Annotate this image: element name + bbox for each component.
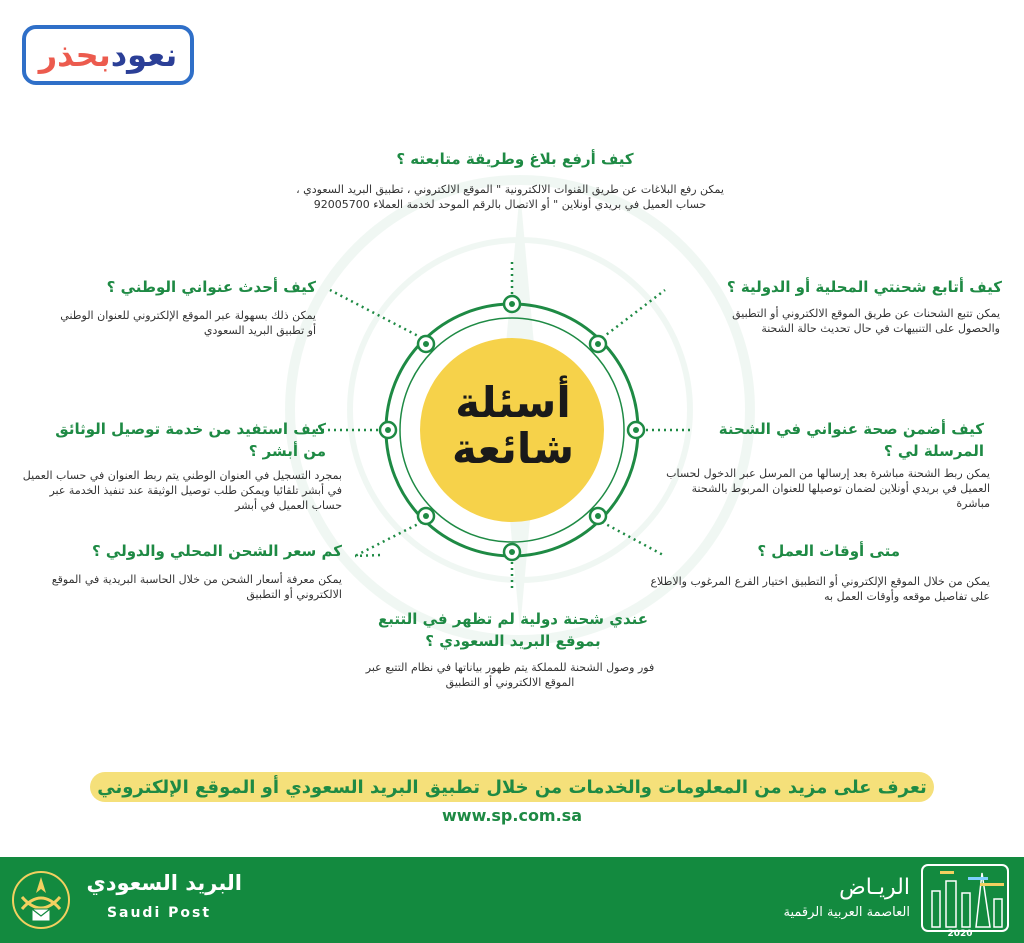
footer-bar [0,857,1024,943]
faq-answer-track-shipment: يمكن تتبع الشحنات عن طريق الموقع الالكتروني أو التطبيق والحصول على التنبيهات في حال تحديث حالة الشحنة [732,307,1000,335]
info-banner [90,772,934,802]
faq-answer-report: يمكن رفع البلاغات عن طريق القنوات الالكترونية " الموقع الالكتروني ، تطبيق البريد السعودي ، حساب العميل في بريدي أونلاين " أو الاتصال بالرقم الموحد لخدمة العملاء 92005700 [296,183,724,211]
faq-question-shipping-price: كم سعر الشحن المحلي والدولي ؟ [91,542,342,560]
faq-question-address-accuracy: كيف أضمن صحة عنواني في الشحنة المرسلة لي ؟ [718,420,984,460]
faq-answer-absher-delivery: بمجرد التسجيل في العنوان الوطني يتم ربط العنوان في حساب العميل في أبشر تلقائيا ويمكن طلب توصيل الوثيقة عند تنفيذ الخدمة عبر حساب العميل في أبشر [22,469,342,512]
faq-question-update-address: كيف أحدث عنواني الوطني ؟ [106,278,316,296]
node-top [504,296,520,312]
faq-answer-shipping-price: يمكن معرفة أسعار الشحن من خلال الحاسبة البريدية في الموقع الالكتروني أو التطبيق [51,573,342,601]
faq-answer-working-hours: يمكن من خلال الموقع الإلكتروني أو التطبيق اختيار الفرع المرغوب والاطلاع على تفاصيل موقعه وأوقات العمل به [650,575,990,603]
website-link[interactable]: www.sp.com.sa [442,806,582,825]
faq-answer-address-accuracy: يمكن ربط الشحنة مباشرة بعد إرسالها من المرسل عبر الدخول لحساب العميل في بريدي أونلاين لضمان توصيلها للعنوان المربوط بالشحنة مباشرة [666,467,990,510]
node-top-left [418,336,434,352]
faq-question-international-tracking: عندي شحنة دولية لم تظهر في التتبع بموقع البريد السعودي ؟ [377,610,649,650]
riyadh-skyline-icon [920,863,1016,939]
faq-question-track-shipment: كيف أتابع شحنتي المحلية أو الدولية ؟ [726,278,1002,296]
saudi-post-arabic: البريد السعودي [86,871,242,895]
faq-question-absher-delivery: كيف استفيد من خدمة توصيل الوثائق من أبشر ؟ [55,420,326,460]
node-left [380,422,396,438]
node-bottom-right [590,508,606,524]
node-bottom [504,544,520,560]
node-top-right [590,336,606,352]
center-title-line1: أسئلة [455,378,571,427]
saudi-post-english: Saudi Post [106,905,212,921]
saudi-emblem-icon [10,869,72,931]
faq-question-working-hours: متى أوقات العمل ؟ [757,542,900,560]
node-right [628,422,644,438]
riyadh-title: الريـاض [839,875,910,900]
faq-question-report: كيف أرفع بلاغ وطريقة متابعته ؟ [396,150,634,168]
info-banner-text: تعرف على مزيد من المعلومات والخدمات من خلال تطبيق البريد السعودي أو الموقع الإلكتروني [97,776,927,798]
node-bottom-left [418,508,434,524]
campaign-word-2: بحذر [38,36,111,74]
center-title [428,380,598,490]
center-title-line2: شائعة [451,424,575,473]
faq-answer-international-tracking: فور وصول الشحنة للمملكة يتم ظهور بياناتها في نظام التتبع عبر الموقع الالكتروني أو التطبيق [365,661,655,689]
campaign-word-1: نعود [110,36,178,74]
riyadh-subtitle: العاصمة العربية الرقمية [783,905,910,920]
faq-answer-update-address: يمكن ذلك بسهولة عبر الموقع الإلكتروني للعنوان الوطني أو تطبيق البريد السعودي [60,309,316,337]
riyadh-year: 2020 [947,929,973,939]
